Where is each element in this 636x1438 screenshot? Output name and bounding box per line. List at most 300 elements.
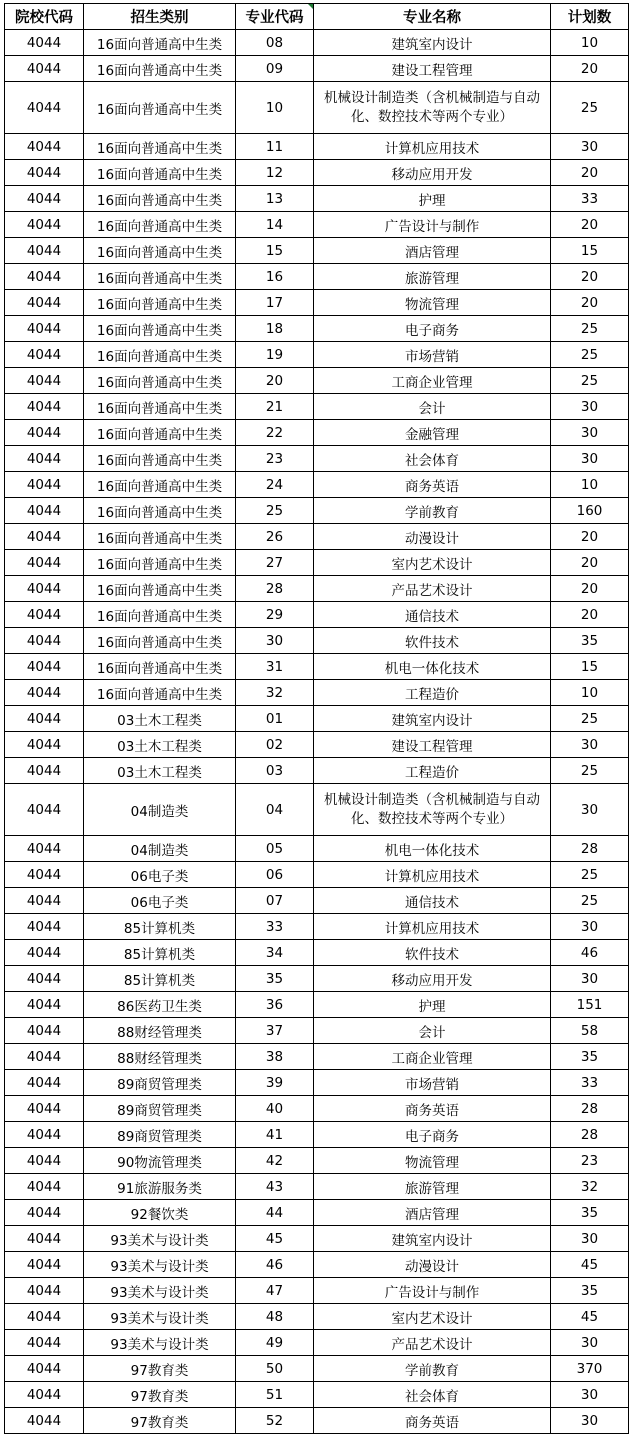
major-name-cell: 金融管理 [314, 420, 551, 446]
category-cell: 16面向普通高中生类 [84, 628, 236, 654]
category-cell: 16面向普通高中生类 [84, 264, 236, 290]
major-code-cell: 51 [236, 1382, 314, 1408]
school-code-cell: 4044 [5, 1122, 84, 1148]
school-code-cell: 4044 [5, 550, 84, 576]
major-code-cell: 05 [236, 836, 314, 862]
table-row [5, 1382, 629, 1408]
category-cell: 92餐饮类 [84, 1200, 236, 1226]
major-name-cell: 广告设计与制作 [314, 1278, 551, 1304]
major-name-cell: 电子商务 [314, 316, 551, 342]
table-row [5, 888, 629, 914]
category-cell: 03土木工程类 [84, 758, 236, 784]
school-code-cell: 4044 [5, 186, 84, 212]
school-code-cell: 4044 [5, 654, 84, 680]
school-code-cell: 4044 [5, 1018, 84, 1044]
major-code-cell: 39 [236, 1070, 314, 1096]
plan-count-cell: 33 [551, 186, 629, 212]
plan-count-cell: 30 [551, 732, 629, 758]
major-name-cell: 软件技术 [314, 628, 551, 654]
plan-count-cell: 25 [551, 888, 629, 914]
plan-count-cell: 30 [551, 394, 629, 420]
table-row [5, 706, 629, 732]
table-row [5, 1070, 629, 1096]
header-major-name: 专业名称 [314, 4, 551, 30]
category-cell: 88财经管理类 [84, 1044, 236, 1070]
table-row [5, 290, 629, 316]
plan-count-cell: 30 [551, 784, 629, 836]
major-code-cell: 32 [236, 680, 314, 706]
major-code-cell: 04 [236, 784, 314, 836]
school-code-cell: 4044 [5, 1278, 84, 1304]
major-code-cell: 46 [236, 1252, 314, 1278]
major-code-cell: 30 [236, 628, 314, 654]
major-name-cell: 建筑室内设计 [314, 706, 551, 732]
major-name-cell: 广告设计与制作 [314, 212, 551, 238]
major-name-cell: 动漫设计 [314, 1252, 551, 1278]
category-cell: 85计算机类 [84, 940, 236, 966]
major-name-cell: 产品艺术设计 [314, 576, 551, 602]
major-code-cell: 38 [236, 1044, 314, 1070]
school-code-cell: 4044 [5, 940, 84, 966]
plan-count-cell: 20 [551, 160, 629, 186]
plan-count-cell: 10 [551, 680, 629, 706]
plan-count-cell: 10 [551, 472, 629, 498]
major-code-cell: 34 [236, 940, 314, 966]
major-code-cell: 01 [236, 706, 314, 732]
major-code-cell: 41 [236, 1122, 314, 1148]
table-row [5, 316, 629, 342]
plan-count-cell: 45 [551, 1252, 629, 1278]
major-name-cell: 工程造价 [314, 758, 551, 784]
major-name-cell: 建设工程管理 [314, 732, 551, 758]
school-code-cell: 4044 [5, 1226, 84, 1252]
school-code-cell: 4044 [5, 498, 84, 524]
category-cell: 16面向普通高中生类 [84, 524, 236, 550]
major-name-cell: 物流管理 [314, 290, 551, 316]
major-name-cell: 机电一体化技术 [314, 836, 551, 862]
major-code-cell: 06 [236, 862, 314, 888]
school-code-cell: 4044 [5, 1096, 84, 1122]
major-name-cell: 市场营销 [314, 342, 551, 368]
table-row [5, 576, 629, 602]
school-code-cell: 4044 [5, 1200, 84, 1226]
table-row [5, 992, 629, 1018]
school-code-cell: 4044 [5, 628, 84, 654]
category-cell: 86医药卫生类 [84, 992, 236, 1018]
major-code-cell: 19 [236, 342, 314, 368]
table-row [5, 368, 629, 394]
school-code-cell: 4044 [5, 1356, 84, 1382]
school-code-cell: 4044 [5, 134, 84, 160]
major-name-cell: 机械设计制造类（含机械制造与自动化、数控技术等两个专业） [314, 82, 551, 134]
major-code-cell: 10 [236, 82, 314, 134]
major-name-cell: 移动应用开发 [314, 966, 551, 992]
table-row [5, 1304, 629, 1330]
plan-count-cell: 33 [551, 1070, 629, 1096]
plan-count-cell: 370 [551, 1356, 629, 1382]
category-cell: 97教育类 [84, 1408, 236, 1434]
table-row [5, 1226, 629, 1252]
plan-count-cell: 20 [551, 212, 629, 238]
major-code-cell: 11 [236, 134, 314, 160]
plan-count-cell: 35 [551, 1044, 629, 1070]
category-cell: 03土木工程类 [84, 706, 236, 732]
table-row [5, 1356, 629, 1382]
category-cell: 16面向普通高中生类 [84, 316, 236, 342]
category-cell: 16面向普通高中生类 [84, 368, 236, 394]
table-row [5, 134, 629, 160]
major-code-cell: 21 [236, 394, 314, 420]
plan-count-cell: 30 [551, 914, 629, 940]
major-code-cell: 37 [236, 1018, 314, 1044]
school-code-cell: 4044 [5, 238, 84, 264]
plan-count-cell: 20 [551, 524, 629, 550]
major-name-cell: 酒店管理 [314, 238, 551, 264]
cell-comment-marker-icon [308, 4, 313, 9]
plan-count-cell: 20 [551, 290, 629, 316]
plan-count-cell: 28 [551, 1122, 629, 1148]
major-name-cell: 计算机应用技术 [314, 914, 551, 940]
table-row [5, 1200, 629, 1226]
plan-count-cell: 58 [551, 1018, 629, 1044]
school-code-cell: 4044 [5, 1382, 84, 1408]
school-code-cell: 4044 [5, 290, 84, 316]
major-name-cell: 会计 [314, 394, 551, 420]
major-name-cell: 会计 [314, 1018, 551, 1044]
school-code-cell: 4044 [5, 420, 84, 446]
school-code-cell: 4044 [5, 680, 84, 706]
header-major-code-label: 专业代码 [245, 10, 304, 26]
category-cell: 16面向普通高中生类 [84, 290, 236, 316]
plan-count-cell: 28 [551, 836, 629, 862]
major-code-cell: 43 [236, 1174, 314, 1200]
school-code-cell: 4044 [5, 1148, 84, 1174]
table-row [5, 524, 629, 550]
table-row [5, 82, 629, 134]
plan-count-cell: 20 [551, 602, 629, 628]
school-code-cell: 4044 [5, 706, 84, 732]
plan-count-cell: 15 [551, 238, 629, 264]
plan-count-cell: 20 [551, 550, 629, 576]
major-name-cell: 物流管理 [314, 1148, 551, 1174]
school-code-cell: 4044 [5, 30, 84, 56]
school-code-cell: 4044 [5, 992, 84, 1018]
category-cell: 90物流管理类 [84, 1148, 236, 1174]
major-code-cell: 28 [236, 576, 314, 602]
table-row [5, 212, 629, 238]
plan-count-cell: 30 [551, 1330, 629, 1356]
plan-count-cell: 151 [551, 992, 629, 1018]
plan-count-cell: 30 [551, 1408, 629, 1434]
table-row [5, 550, 629, 576]
plan-count-cell: 25 [551, 82, 629, 134]
table-row [5, 732, 629, 758]
school-code-cell: 4044 [5, 1174, 84, 1200]
category-cell: 89商贸管理类 [84, 1096, 236, 1122]
school-code-cell: 4044 [5, 342, 84, 368]
plan-count-cell: 15 [551, 654, 629, 680]
header-row [5, 4, 629, 30]
plan-count-cell: 20 [551, 576, 629, 602]
major-name-cell: 建筑室内设计 [314, 1226, 551, 1252]
table-row [5, 446, 629, 472]
major-code-cell: 22 [236, 420, 314, 446]
major-code-cell: 33 [236, 914, 314, 940]
plan-count-cell: 25 [551, 342, 629, 368]
school-code-cell: 4044 [5, 368, 84, 394]
major-code-cell: 50 [236, 1356, 314, 1382]
table-row [5, 1044, 629, 1070]
category-cell: 88财经管理类 [84, 1018, 236, 1044]
major-code-cell: 25 [236, 498, 314, 524]
major-code-cell: 31 [236, 654, 314, 680]
school-code-cell: 4044 [5, 966, 84, 992]
major-code-cell: 09 [236, 56, 314, 82]
major-code-cell: 14 [236, 212, 314, 238]
plan-count-cell: 30 [551, 966, 629, 992]
category-cell: 16面向普通高中生类 [84, 680, 236, 706]
category-cell: 16面向普通高中生类 [84, 186, 236, 212]
major-name-cell: 计算机应用技术 [314, 862, 551, 888]
major-name-cell: 计算机应用技术 [314, 134, 551, 160]
table-row [5, 1330, 629, 1356]
plan-count-cell: 10 [551, 30, 629, 56]
major-name-cell: 社会体育 [314, 1382, 551, 1408]
school-code-cell: 4044 [5, 446, 84, 472]
major-name-cell: 旅游管理 [314, 1174, 551, 1200]
category-cell: 93美术与设计类 [84, 1226, 236, 1252]
table-row [5, 836, 629, 862]
table-row [5, 238, 629, 264]
plan-count-cell: 45 [551, 1304, 629, 1330]
school-code-cell: 4044 [5, 836, 84, 862]
table-row [5, 784, 629, 836]
plan-count-cell: 35 [551, 1200, 629, 1226]
table-row [5, 628, 629, 654]
table-row [5, 160, 629, 186]
major-code-cell: 23 [236, 446, 314, 472]
category-cell: 16面向普通高中生类 [84, 498, 236, 524]
category-cell: 93美术与设计类 [84, 1252, 236, 1278]
major-name-cell: 学前教育 [314, 498, 551, 524]
major-code-cell: 52 [236, 1408, 314, 1434]
table-row [5, 1122, 629, 1148]
table-row [5, 1148, 629, 1174]
category-cell: 16面向普通高中生类 [84, 446, 236, 472]
school-code-cell: 4044 [5, 602, 84, 628]
table-row [5, 420, 629, 446]
table-row [5, 654, 629, 680]
major-code-cell: 48 [236, 1304, 314, 1330]
school-code-cell: 4044 [5, 784, 84, 836]
table-row [5, 758, 629, 784]
category-cell: 93美术与设计类 [84, 1304, 236, 1330]
table-row [5, 1096, 629, 1122]
major-name-cell: 社会体育 [314, 446, 551, 472]
major-code-cell: 24 [236, 472, 314, 498]
plan-count-cell: 32 [551, 1174, 629, 1200]
school-code-cell: 4044 [5, 264, 84, 290]
major-name-cell: 商务英语 [314, 472, 551, 498]
table-row [5, 602, 629, 628]
table-row [5, 30, 629, 56]
plan-count-cell: 30 [551, 446, 629, 472]
major-name-cell: 室内艺术设计 [314, 550, 551, 576]
table-row [5, 862, 629, 888]
school-code-cell: 4044 [5, 524, 84, 550]
major-name-cell: 酒店管理 [314, 1200, 551, 1226]
table-row [5, 1018, 629, 1044]
major-name-cell: 建筑室内设计 [314, 30, 551, 56]
table-row [5, 1278, 629, 1304]
major-code-cell: 49 [236, 1330, 314, 1356]
category-cell: 16面向普通高中生类 [84, 394, 236, 420]
major-code-cell: 26 [236, 524, 314, 550]
table-row [5, 680, 629, 706]
major-name-cell: 工商企业管理 [314, 368, 551, 394]
school-code-cell: 4044 [5, 56, 84, 82]
table-row [5, 264, 629, 290]
school-code-cell: 4044 [5, 1252, 84, 1278]
category-cell: 93美术与设计类 [84, 1330, 236, 1356]
plan-count-cell: 25 [551, 316, 629, 342]
school-code-cell: 4044 [5, 1044, 84, 1070]
major-name-cell: 护理 [314, 186, 551, 212]
category-cell: 16面向普通高中生类 [84, 160, 236, 186]
school-code-cell: 4044 [5, 1408, 84, 1434]
major-name-cell: 商务英语 [314, 1096, 551, 1122]
school-code-cell: 4044 [5, 1304, 84, 1330]
plan-count-cell: 30 [551, 134, 629, 160]
plan-count-cell: 28 [551, 1096, 629, 1122]
school-code-cell: 4044 [5, 758, 84, 784]
school-code-cell: 4044 [5, 82, 84, 134]
major-name-cell: 市场营销 [314, 1070, 551, 1096]
plan-count-cell: 25 [551, 368, 629, 394]
major-code-cell: 27 [236, 550, 314, 576]
plan-count-cell: 25 [551, 758, 629, 784]
major-name-cell: 机电一体化技术 [314, 654, 551, 680]
category-cell: 16面向普通高中生类 [84, 342, 236, 368]
major-code-cell: 29 [236, 602, 314, 628]
major-code-cell: 42 [236, 1148, 314, 1174]
school-code-cell: 4044 [5, 1070, 84, 1096]
major-name-cell: 建设工程管理 [314, 56, 551, 82]
category-cell: 16面向普通高中生类 [84, 576, 236, 602]
major-name-cell: 工商企业管理 [314, 1044, 551, 1070]
category-cell: 91旅游服务类 [84, 1174, 236, 1200]
major-name-cell: 通信技术 [314, 602, 551, 628]
major-code-cell: 45 [236, 1226, 314, 1252]
major-code-cell: 12 [236, 160, 314, 186]
table-row [5, 186, 629, 212]
major-code-cell: 16 [236, 264, 314, 290]
plan-count-cell: 20 [551, 56, 629, 82]
table-row [5, 342, 629, 368]
plan-count-cell: 30 [551, 1382, 629, 1408]
major-name-cell: 通信技术 [314, 888, 551, 914]
category-cell: 16面向普通高中生类 [84, 654, 236, 680]
category-cell: 89商贸管理类 [84, 1070, 236, 1096]
major-code-cell: 15 [236, 238, 314, 264]
category-cell: 06电子类 [84, 888, 236, 914]
major-code-cell: 07 [236, 888, 314, 914]
category-cell: 16面向普通高中生类 [84, 82, 236, 134]
category-cell: 89商贸管理类 [84, 1122, 236, 1148]
plan-count-cell: 160 [551, 498, 629, 524]
enrollment-plan-table [4, 3, 629, 1434]
plan-count-cell: 35 [551, 1278, 629, 1304]
major-name-cell: 旅游管理 [314, 264, 551, 290]
table-row [5, 472, 629, 498]
table-row [5, 966, 629, 992]
school-code-cell: 4044 [5, 732, 84, 758]
school-code-cell: 4044 [5, 212, 84, 238]
header-major-code [236, 4, 314, 30]
category-cell: 06电子类 [84, 862, 236, 888]
school-code-cell: 4044 [5, 862, 84, 888]
category-cell: 16面向普通高中生类 [84, 238, 236, 264]
category-cell: 85计算机类 [84, 966, 236, 992]
category-cell: 93美术与设计类 [84, 1278, 236, 1304]
table-row [5, 1408, 629, 1434]
major-name-cell: 室内艺术设计 [314, 1304, 551, 1330]
category-cell: 16面向普通高中生类 [84, 602, 236, 628]
major-name-cell: 电子商务 [314, 1122, 551, 1148]
school-code-cell: 4044 [5, 394, 84, 420]
major-code-cell: 40 [236, 1096, 314, 1122]
major-code-cell: 08 [236, 30, 314, 56]
plan-count-cell: 30 [551, 1226, 629, 1252]
major-code-cell: 17 [236, 290, 314, 316]
major-name-cell: 机械设计制造类（含机械制造与自动化、数控技术等两个专业） [314, 784, 551, 836]
major-code-cell: 02 [236, 732, 314, 758]
category-cell: 16面向普通高中生类 [84, 550, 236, 576]
header-category: 招生类别 [84, 4, 236, 30]
category-cell: 04制造类 [84, 836, 236, 862]
header-plan: 计划数 [551, 4, 629, 30]
major-code-cell: 18 [236, 316, 314, 342]
school-code-cell: 4044 [5, 472, 84, 498]
category-cell: 16面向普通高中生类 [84, 30, 236, 56]
plan-count-cell: 25 [551, 862, 629, 888]
category-cell: 03土木工程类 [84, 732, 236, 758]
major-name-cell: 学前教育 [314, 1356, 551, 1382]
table-row [5, 914, 629, 940]
plan-count-cell: 20 [551, 264, 629, 290]
major-code-cell: 36 [236, 992, 314, 1018]
plan-count-cell: 25 [551, 706, 629, 732]
table-row [5, 940, 629, 966]
school-code-cell: 4044 [5, 576, 84, 602]
major-name-cell: 护理 [314, 992, 551, 1018]
school-code-cell: 4044 [5, 1330, 84, 1356]
header-school-code: 院校代码 [5, 4, 84, 30]
table-row [5, 1252, 629, 1278]
category-cell: 16面向普通高中生类 [84, 212, 236, 238]
table-row [5, 56, 629, 82]
plan-count-cell: 23 [551, 1148, 629, 1174]
major-code-cell: 03 [236, 758, 314, 784]
major-name-cell: 工程造价 [314, 680, 551, 706]
school-code-cell: 4044 [5, 888, 84, 914]
plan-count-cell: 30 [551, 420, 629, 446]
category-cell: 97教育类 [84, 1356, 236, 1382]
school-code-cell: 4044 [5, 160, 84, 186]
major-name-cell: 移动应用开发 [314, 160, 551, 186]
table-row [5, 498, 629, 524]
major-code-cell: 44 [236, 1200, 314, 1226]
